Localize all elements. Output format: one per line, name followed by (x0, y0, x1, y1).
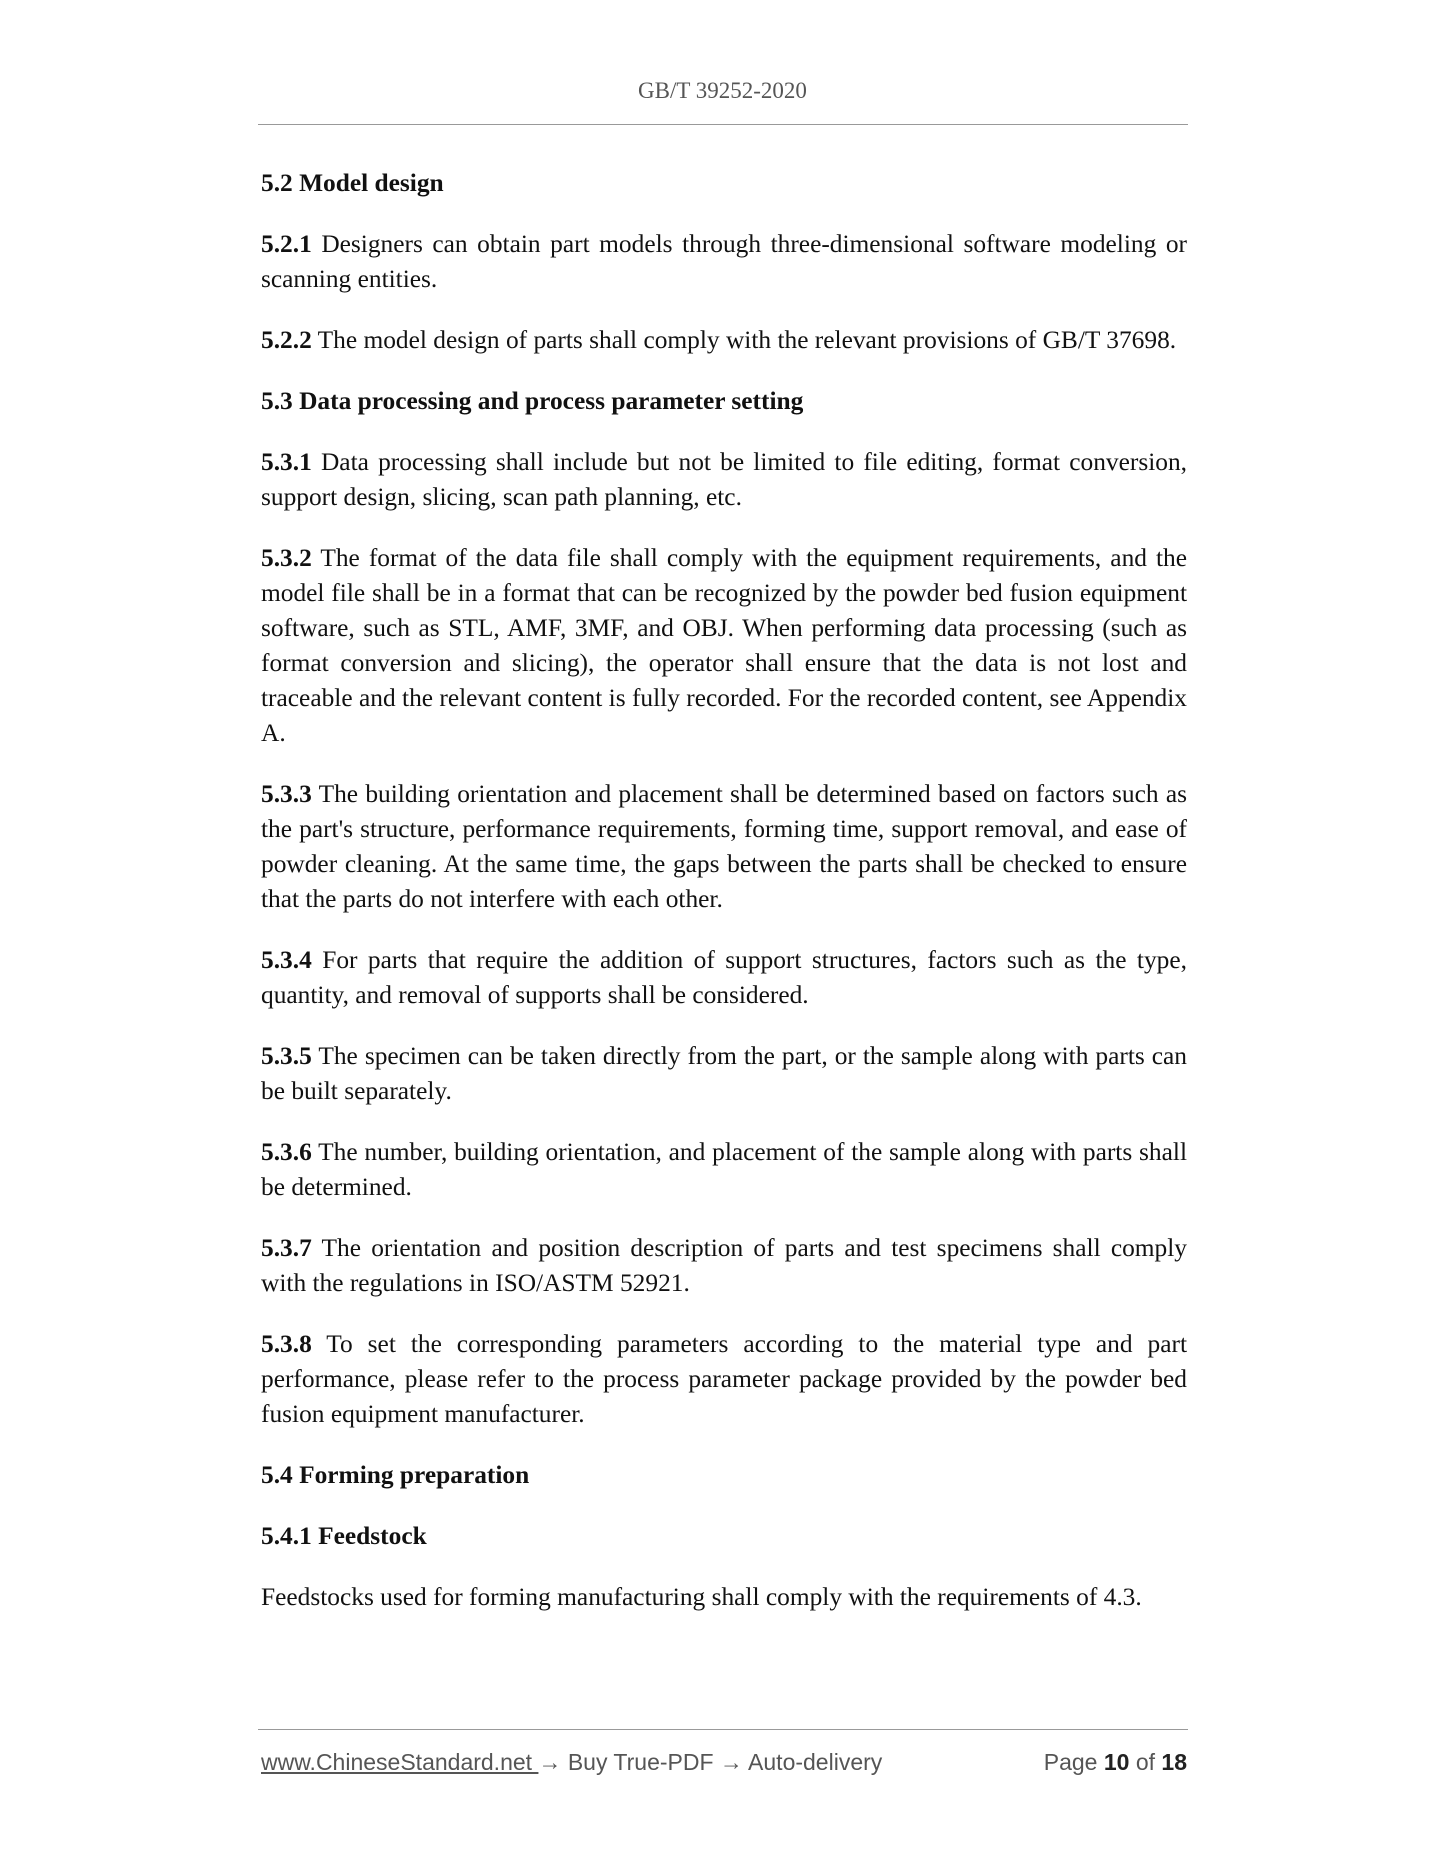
arrow-right-icon: → (538, 1749, 562, 1775)
clause-number: 5.3.8 (261, 1330, 312, 1358)
paragraph (261, 943, 1187, 1013)
footer-promo (261, 1749, 882, 1776)
paragraph (261, 445, 1187, 515)
paragraph (261, 1327, 1187, 1432)
arrow-right-icon: → (719, 1749, 743, 1775)
footer-divider (258, 1729, 1188, 1730)
page-header: GB/T 39252-2020 (638, 78, 807, 103)
site-link[interactable]: www.ChineseStandard.net (261, 1749, 539, 1775)
paragraph (261, 1039, 1187, 1109)
clause-number: 5.3.6 (261, 1138, 312, 1166)
clause-number: 5.3.1 (261, 448, 312, 476)
paragraph-text: For parts that require the addition of support structures, factors such as the type, quantity, and removal of supports shall be considered. (261, 946, 1187, 1009)
paragraph-text: The specimen can be taken directly from the part, or the sample along with parts can be built separately. (261, 1042, 1187, 1105)
paragraph-text: The format of the data file shall comply with the equipment requirements, and the model file shall be in a format that can be recognized by the powder bed fusion equipment software, such as STL, AMF, 3MF, and OBJ. When performing data processing (such as format conversion and slicing), the operator shall ensure that the data is not lost and traceable and the relevant content is fully recorded. For the recorded content, see Appendix A. (261, 544, 1187, 747)
delivery-text: Auto-delivery (742, 1749, 883, 1775)
section-heading: 5.2 Model design (261, 169, 444, 197)
paragraph-text: Designers can obtain part models through three-dimensional software modeling or scanning entities. (261, 230, 1187, 293)
paragraph (261, 1135, 1187, 1205)
section-heading: 5.3 Data processing and process parameter setting (261, 387, 804, 415)
section-heading: 5.4.1 Feedstock (261, 1522, 427, 1550)
header-divider (258, 124, 1188, 125)
paragraph (261, 777, 1187, 917)
page-footer (261, 1749, 1187, 1783)
paragraph (261, 227, 1187, 297)
paragraph (261, 1580, 1187, 1615)
paragraph-text: Feedstocks used for forming manufacturing shall comply with the requirements of 4.3. (261, 1583, 1142, 1611)
total-pages: 18 (1161, 1749, 1187, 1775)
of-label: of (1135, 1749, 1156, 1775)
paragraph (261, 1231, 1187, 1301)
section-heading: 5.4 Forming preparation (261, 1461, 530, 1489)
page-number: 10 (1103, 1749, 1130, 1775)
paragraph (261, 541, 1187, 751)
paragraph (261, 323, 1187, 358)
paragraph-text: To set the corresponding parameters according to the material type and part performance, please refer to the process parameter package provided by the powder bed fusion equipment manufacturer. (261, 1330, 1187, 1428)
paragraph-text: The building orientation and placement shall be determined based on factors such as the part's structure, performance requirements, forming time, support removal, and ease of powder cleaning. At the same time, the gaps between the parts shall be checked to ensure that the parts do not interfere with each other. (261, 780, 1187, 913)
clause-number: 5.2.1 (261, 230, 312, 258)
paragraph-text: The number, building orientation, and placement of the sample along with parts shall be determined. (261, 1138, 1187, 1201)
clause-number: 5.3.3 (261, 780, 312, 808)
page-label: Page (1043, 1749, 1098, 1775)
clause-number: 5.3.4 (261, 946, 312, 974)
clause-number: 5.3.7 (261, 1234, 312, 1262)
page-indicator (1044, 1749, 1187, 1776)
clause-number: 5.3.5 (261, 1042, 312, 1070)
paragraph-text: The orientation and position description of parts and test specimens shall comply with the regulations in ISO/ASTM 52921. (261, 1234, 1187, 1297)
buy-text: Buy True-PDF (561, 1749, 720, 1775)
paragraph-text: The model design of parts shall comply with the relevant provisions of GB/T 37698. (311, 326, 1177, 354)
document-body (261, 166, 1187, 1641)
clause-number: 5.3.2 (261, 544, 312, 572)
paragraph-text: Data processing shall include but not be limited to file editing, format conversion, support design, slicing, scan path planning, etc. (261, 448, 1187, 511)
clause-number: 5.2.2 (261, 326, 312, 354)
